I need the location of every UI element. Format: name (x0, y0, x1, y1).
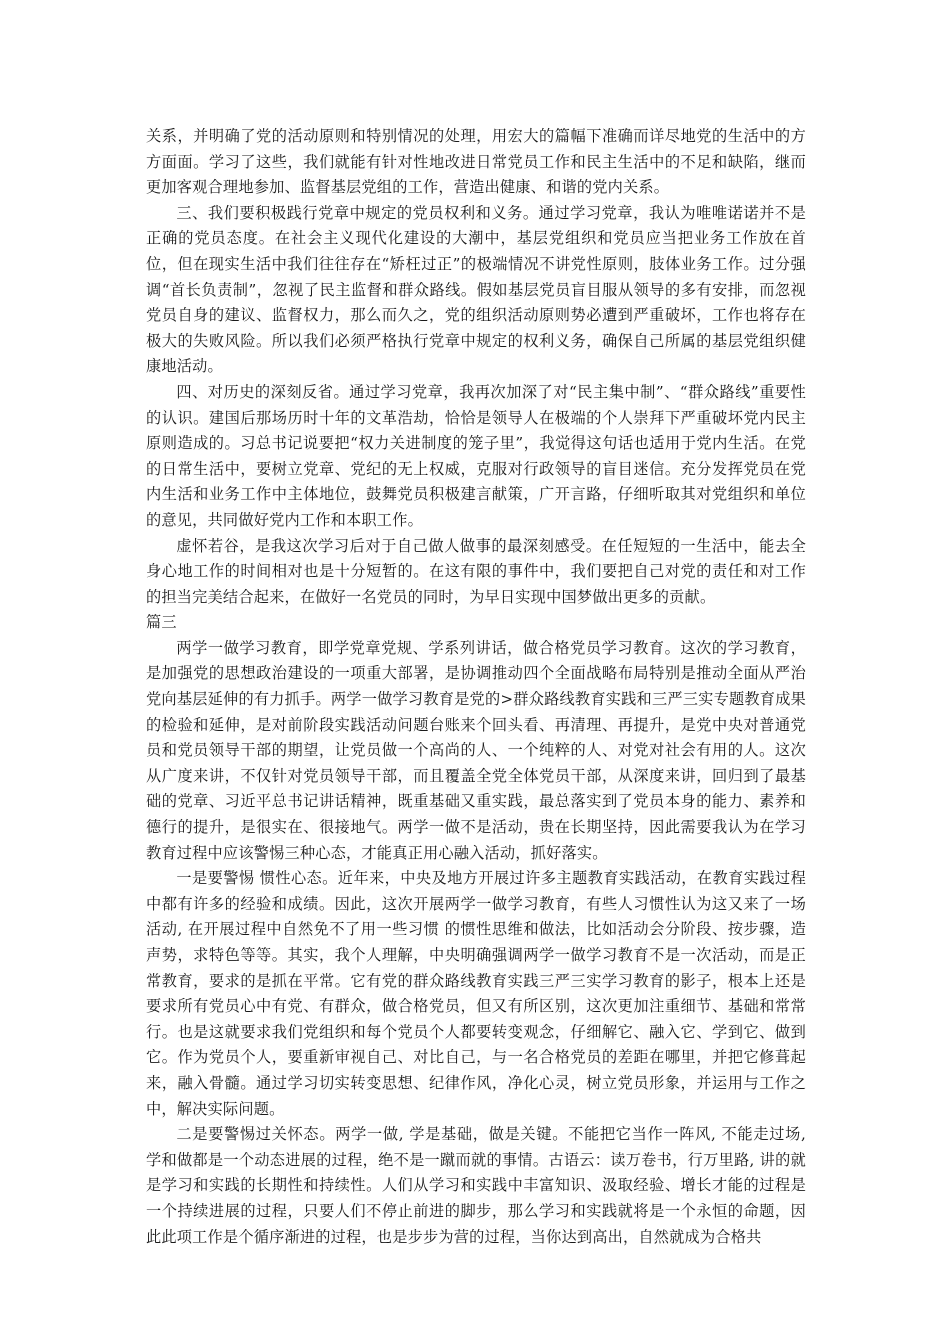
paragraph-reflection: 虚怀若谷，是我这次学习后对于自己做人做事的最深刻感受。在任短短的一生活中，能去全身心地工作的时间相对也是十分短暂的。在这有限的事件中，我们要把自己对党的责任和对工作的担当完美结合起来，在做好一名党员的同时，为早日实现中国梦做出更多的贡献。 (146, 536, 806, 606)
paragraph-section-four: 四、对历史的深刻反省。通过学习党章，我再次加深了对“民主集中制”、“群众路线”重要性的认识。建国后那场历时十年的文革浩劫，恰恰是领导人在极端的个人崇拜下严重破坏党内民主原则造成的。习总书记说要把“权力关进制度的笼子里”，我觉得这句话也适用于党内生活。在党的日常生活中，要树立党章、党纪的无上权威，克服对行政领导的盲目迷信。充分发挥党员在党内生活和业务工作中主体地位，鼓舞党员积极建言献策，广开言路，仔细听取其对党组织和单位的意见，共同做好党内工作和本职工作。 (146, 382, 806, 529)
section-heading: 篇三 (146, 613, 177, 632)
paragraph-point-one: 一是要警惕 惯性心态。近年来，中央及地方开展过许多主题教育实践活动，在教育实践过程中都有许多的经验和成绩。因此，这次开展两学一做学习教育，有些人习惯性认为这又来了一场活动, 在开展过程中自然免不了用一些习惯 的惯性思维和做法，比如活动会分阶段、按步骤，造声势，求特色等等。其实，我个人理解，中央明确强调两学一做学习教育不是一次活动，而是正常教育，要求的是抓在平常。它有党的群众路线教育实践三严三实学习教育的影子，根本上还是要求所有党员心中有党、有群众，做合格党员，但又有所区别，这次更加注重细节、基础和常常行。也是这就要求我们党组织和每个党员个人都要转变观念，仔细解它、融入它、学到它、做到它。作为党员个人，要重新审视自己、对比自己，与一名合格党员的差距在哪里，并把它修葺起来，融入骨髓。通过学习切实转变思想、纪律作风，净化心灵，树立党员形象，并运用与工作之中，解决实际问题。 (146, 869, 806, 1118)
document-page (146, 124, 806, 1250)
paragraph-section-three: 三、我们要积极践行党章中规定的党员权利和义务。通过学习党章，我认为唯唯诺诺并不是正确的党员态度。在社会主义现代化建设的大潮中，基层党组织和党员应当把业务工作放在首位，但在现实生活中我们往往存在“矫枉过正”的极端情况不讲党性原则，肢体业务工作。过分强调“首长负责制”，忽视了民主监督和群众路线。假如基层党员盲目服从领导的多有安排，而忽视党员自身的建议、监督权力，那么而久之，党的组织活动原则势必遭到严重破坏，工作也将存在极大的失败风险。所以我们必须严格执行党章中规定的权利义务，确保自己所属的基层党组织健康地活动。 (146, 203, 806, 376)
paragraph-point-two: 二是要警惕过关怀态。两学一做, 学是基础，做是关键。不能把它当作一阵风, 不能走过场, 学和做都是一个动态进展的过程，绝不是一蹴而就的事情。古语云：读万卷书，行万里路, 讲的就是学习和实践的长期性和持续性。人们从学习和实践中丰富知识、汲取经验、增长才能的过程是一个持续进展的过程，只要人们不停止前进的脚步，那么学习和实践就将是一个永恒的命题，因此此项工作是个循序渐进的过程，也是步步为营的过程，当你达到高出，自然就成为合格共 (146, 1125, 806, 1246)
paragraph-intro: 两学一做学习教育，即学党章党规、学系列讲话，做合格党员学习教育。这次的学习教育，是加强党的思想政治建设的一项重大部署，是协调推动四个全面战略布局特别是推动全面从严治党向基层延伸的有力抓手。两学一做学习教育是党的>群众路线教育实践和三严三实专题教育成果的检验和延伸，是对前阶段实践活动问题台账来个回头看、再清理、再提升，是党中央对普通党员和党员领导干部的期望，让党员做一个高尚的人、一个纯粹的人、对党对社会有用的人。这次从广度来讲，不仅针对党员领导干部，而且覆盖全党全体党员干部，从深度来讲，回归到了最基础的党章、习近平总书记讲话精神，既重基础又重实践，最总落实到了党员本身的能力、素养和德行的提升，是很实在、很接地气。两学一做不是活动，贵在长期坚持，因此需要我认为在学习教育过程中应该警惕三种心态，才能真正用心融入活动，抓好落实。 (146, 638, 806, 862)
paragraph-continuation: 关系，并明确了党的活动原则和特别情况的处理，用宏大的篇幅下准确而详尽地党的生活中的方方面面。学习了这些，我们就能有针对性地改进日常党员工作和民主生活中的不足和缺陷，继而更加客观合理地参加、监督基层党组的工作，营造出健康、和谐的党内关系。 (146, 127, 806, 197)
